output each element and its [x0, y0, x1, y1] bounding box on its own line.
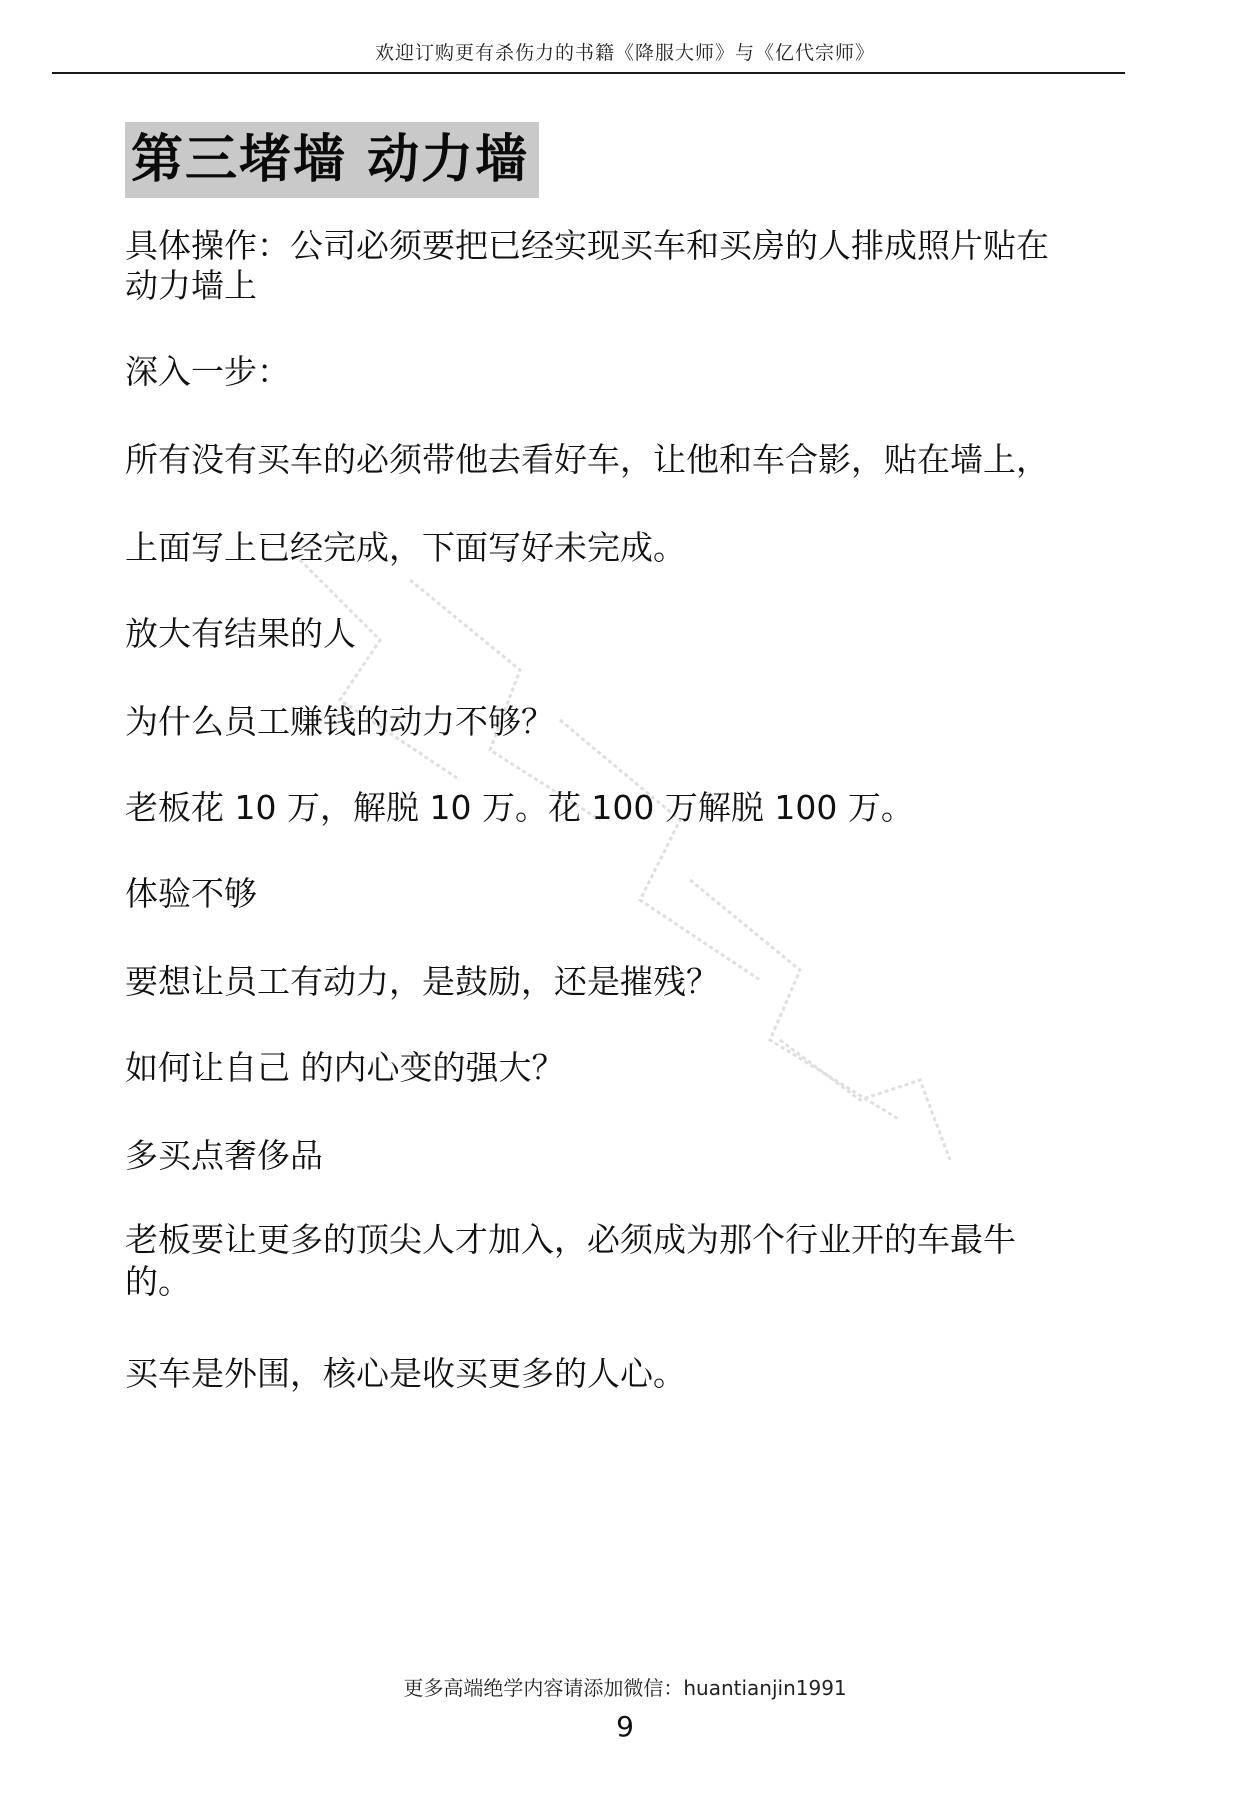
paragraph-8: 体验不够	[125, 874, 257, 913]
paragraph-3: 所有没有买车的必须带他去看好车，让他和车合影，贴在墙上，	[125, 440, 1049, 479]
page-header: 欢迎订购更有杀伤力的书籍《降服大师》与《亿代宗师》	[374, 42, 875, 64]
header-rule	[52, 72, 1125, 74]
paragraph-11: 多买点奢侈品	[125, 1136, 323, 1175]
paragraph-6: 为什么员工赚钱的动力不够？	[125, 702, 554, 741]
page-footer: 更多高端绝学内容请添加微信：huantianjin1991	[403, 1676, 847, 1700]
paragraph-5: 放大有结果的人	[125, 614, 356, 653]
paragraph-7: 老板花 10 万，解脱 10 万。花 100 万解脱 100 万。	[125, 788, 914, 827]
paragraph-2: 深入一步：	[125, 352, 290, 391]
page-number: 9	[616, 1710, 634, 1743]
paragraph-12-cont: 的。	[125, 1262, 191, 1301]
paragraph-1: 具体操作：公司必须要把已经实现买车和买房的人排成照片贴在	[125, 226, 1049, 265]
paragraph-13: 买车是外围，核心是收买更多的人心。	[125, 1354, 686, 1393]
paragraph-1-cont: 动力墙上	[125, 266, 257, 305]
paragraph-10: 如何让自己 的内心变的强大？	[125, 1048, 565, 1087]
paragraph-12: 老板要让更多的顶尖人才加入，必须成为那个行业开的车最牛	[125, 1220, 1016, 1259]
paragraph-4: 上面写上已经完成，下面写好未完成。	[125, 528, 686, 567]
section-title: 第三堵墙 动力墙	[125, 122, 539, 198]
paragraph-9: 要想让员工有动力，是鼓励，还是摧残？	[125, 962, 719, 1001]
